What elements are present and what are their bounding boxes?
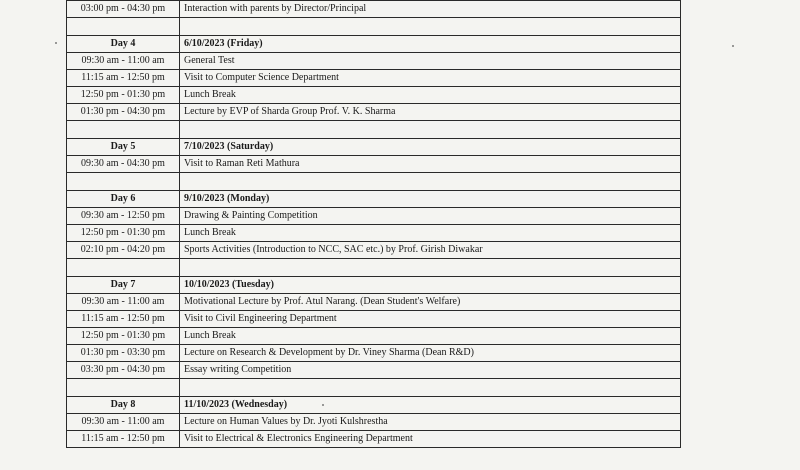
day-label: Day 4	[67, 36, 180, 53]
scan-speck	[55, 42, 57, 44]
spacer-row	[67, 18, 681, 36]
time-slot: 02:10 pm - 04:20 pm	[67, 242, 180, 259]
spacer-cell	[67, 121, 180, 139]
schedule-row	[67, 53, 681, 70]
schedule-row	[67, 294, 681, 311]
time-slot: 03:30 pm - 04:30 pm	[67, 362, 180, 379]
activity: General Test	[180, 53, 681, 70]
activity: Interaction with parents by Director/Principal	[180, 1, 681, 18]
spacer-cell	[180, 259, 681, 277]
activity: Visit to Civil Engineering Department	[180, 311, 681, 328]
activity: Lecture by EVP of Sharda Group Prof. V. K. Sharma	[180, 104, 681, 121]
day-label: Day 7	[67, 277, 180, 294]
activity: Lunch Break	[180, 328, 681, 345]
time-slot: 01:30 pm - 04:30 pm	[67, 104, 180, 121]
activity: Lecture on Human Values by Dr. Jyoti Kulshrestha	[180, 414, 681, 431]
activity: Motivational Lecture by Prof. Atul Narang. (Dean Student's Welfare)	[180, 294, 681, 311]
time-slot: 09:30 am - 11:00 am	[67, 294, 180, 311]
day-header-row	[67, 36, 681, 53]
day-header-row	[67, 277, 681, 294]
schedule-row	[67, 242, 681, 259]
time-slot: 11:15 am - 12:50 pm	[67, 70, 180, 87]
schedule-row	[67, 311, 681, 328]
day-header-row	[67, 397, 681, 414]
scan-speck	[732, 45, 734, 47]
time-slot: 11:15 am - 12:50 pm	[67, 311, 180, 328]
spacer-cell	[180, 173, 681, 191]
schedule-row	[67, 104, 681, 121]
day-label: Day 6	[67, 191, 180, 208]
time-slot: 12:50 pm - 01:30 pm	[67, 328, 180, 345]
scan-speck	[322, 404, 324, 406]
time-slot: 09:30 am - 12:50 pm	[67, 208, 180, 225]
time-slot: 11:15 am - 12:50 pm	[67, 431, 180, 448]
schedule-row	[67, 328, 681, 345]
schedule-row	[67, 1, 681, 18]
day-header-row	[67, 139, 681, 156]
spacer-cell	[180, 18, 681, 36]
schedule-page	[66, 0, 680, 448]
day-date: 6/10/2023 (Friday)	[180, 36, 681, 53]
day-header-row	[67, 191, 681, 208]
spacer-cell	[180, 379, 681, 397]
time-slot: 01:30 pm - 03:30 pm	[67, 345, 180, 362]
time-slot: 09:30 am - 11:00 am	[67, 414, 180, 431]
schedule-row	[67, 431, 681, 448]
schedule-row	[67, 156, 681, 173]
schedule-row	[67, 70, 681, 87]
schedule-row	[67, 208, 681, 225]
spacer-row	[67, 259, 681, 277]
activity: Essay writing Competition	[180, 362, 681, 379]
spacer-cell	[67, 173, 180, 191]
schedule-row	[67, 225, 681, 242]
day-date: 11/10/2023 (Wednesday)	[180, 397, 681, 414]
day-date: 7/10/2023 (Saturday)	[180, 139, 681, 156]
schedule-row	[67, 87, 681, 104]
schedule-table	[66, 0, 681, 448]
activity: Lecture on Research & Development by Dr. Viney Sharma (Dean R&D)	[180, 345, 681, 362]
day-label: Day 5	[67, 139, 180, 156]
spacer-cell	[67, 379, 180, 397]
activity: Visit to Electrical & Electronics Engineering Department	[180, 431, 681, 448]
spacer-cell	[67, 259, 180, 277]
day-date: 9/10/2023 (Monday)	[180, 191, 681, 208]
schedule-row	[67, 362, 681, 379]
activity: Lunch Break	[180, 87, 681, 104]
activity: Sports Activities (Introduction to NCC, SAC etc.) by Prof. Girish Diwakar	[180, 242, 681, 259]
time-slot: 09:30 am - 04:30 pm	[67, 156, 180, 173]
time-slot: 09:30 am - 11:00 am	[67, 53, 180, 70]
spacer-row	[67, 121, 681, 139]
activity: Lunch Break	[180, 225, 681, 242]
spacer-row	[67, 379, 681, 397]
activity: Drawing & Painting Competition	[180, 208, 681, 225]
day-date: 10/10/2023 (Tuesday)	[180, 277, 681, 294]
day-label: Day 8	[67, 397, 180, 414]
time-slot: 12:50 pm - 01:30 pm	[67, 225, 180, 242]
schedule-body	[67, 1, 681, 448]
time-slot: 03:00 pm - 04:30 pm	[67, 1, 180, 18]
activity: Visit to Computer Science Department	[180, 70, 681, 87]
activity: Visit to Raman Reti Mathura	[180, 156, 681, 173]
schedule-row	[67, 414, 681, 431]
spacer-cell	[67, 18, 180, 36]
time-slot: 12:50 pm - 01:30 pm	[67, 87, 180, 104]
spacer-cell	[180, 121, 681, 139]
spacer-row	[67, 173, 681, 191]
schedule-row	[67, 345, 681, 362]
